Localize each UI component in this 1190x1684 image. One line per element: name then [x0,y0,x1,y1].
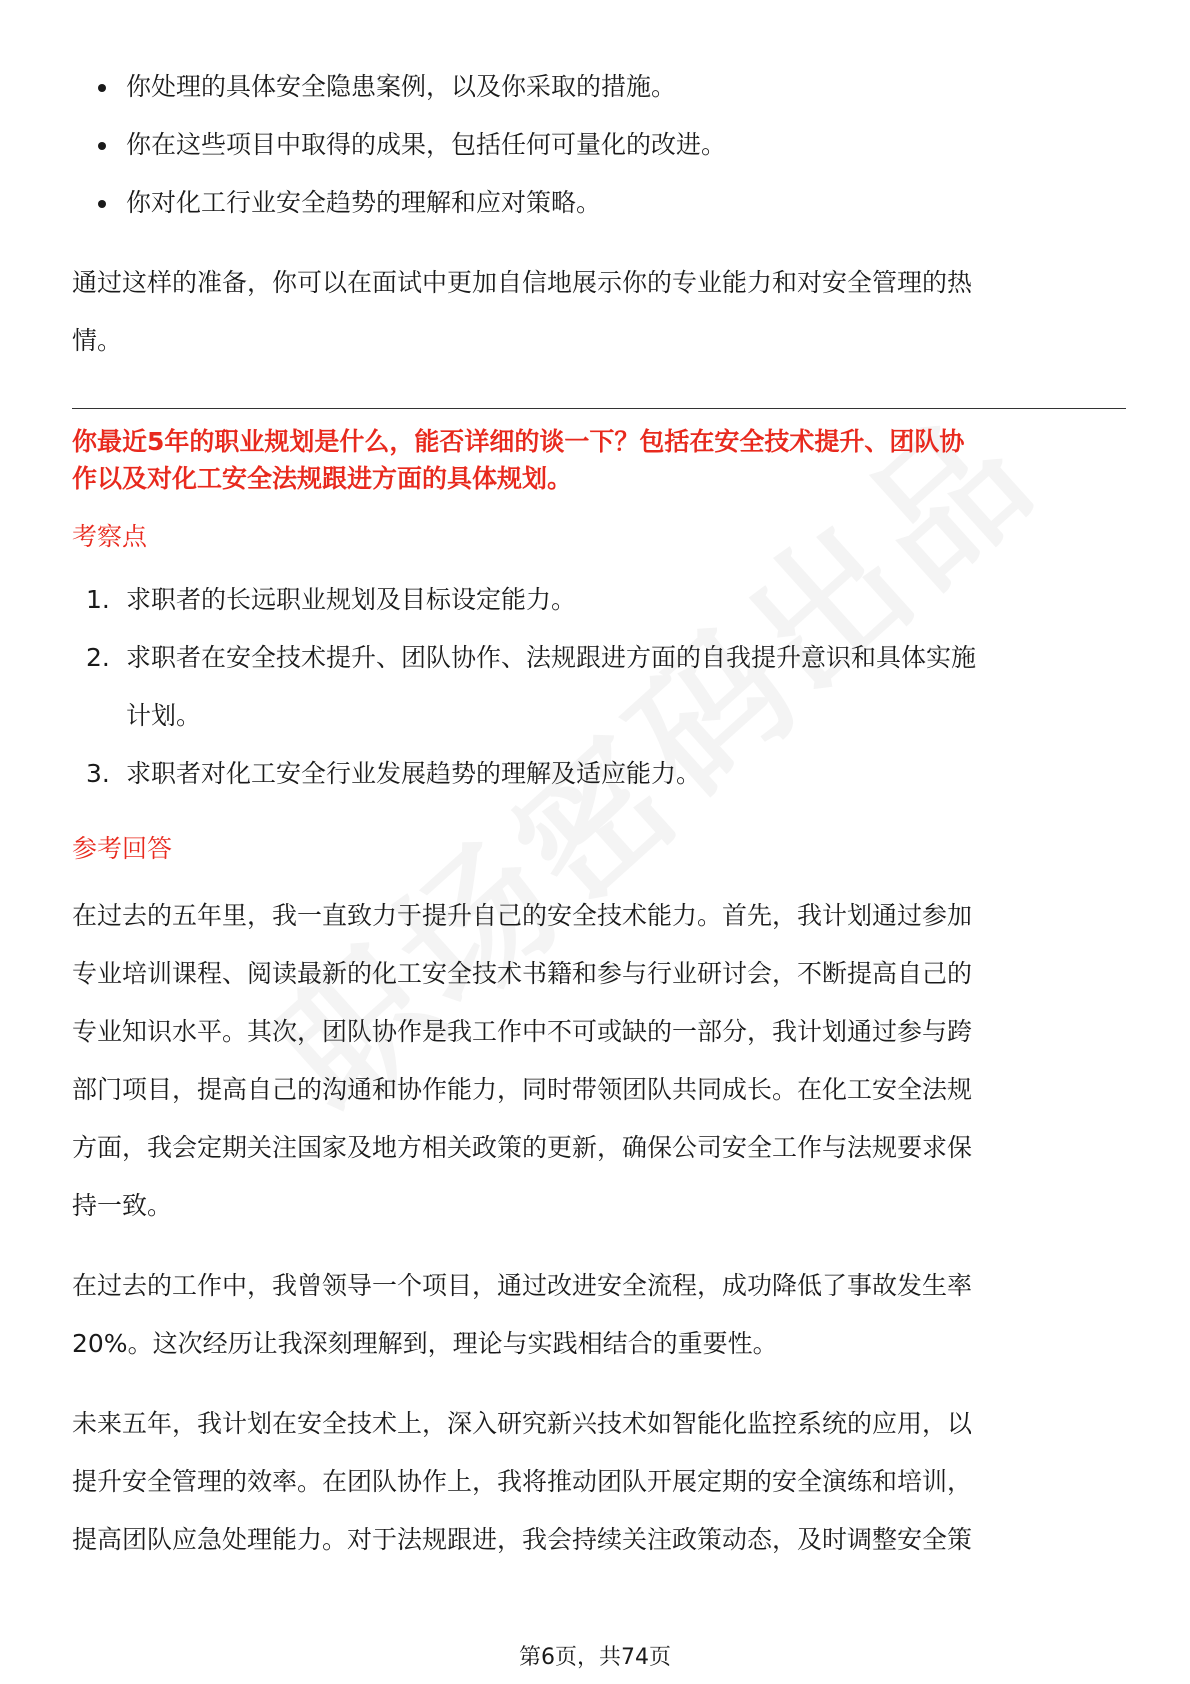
answer-line: 部门项目，提高自己的沟通和协作能力，同时带领团队共同成长。在化工安全法规 [72,1075,973,1104]
question-line: 你最近5年的职业规划是什么，能否详细的谈一下？包括在安全技术提升、团队协 [72,427,965,456]
answer-paragraph-2 [72,1257,1126,1373]
list-item-text: 求职者对化工安全行业发展趋势的理解及适应能力。 [126,759,702,788]
answer-paragraph-1 [72,887,1126,1235]
bullet-icon [98,200,106,208]
answer-line: 在过去的五年里，我一直致力于提升自己的安全技术能力。首先，我计划通过参加 [72,901,973,930]
list-item [72,116,1126,174]
answer-line: 未来五年，我计划在安全技术上，深入研究新兴技术如智能化监控系统的应用，以 [72,1409,973,1438]
list-item-text: 你对化工行业安全趋势的理解和应对策略。 [126,188,602,217]
list-item [72,174,1126,232]
list-item-text: 计划。 [126,701,202,730]
list-number: 1. [86,585,110,614]
answer-line: 持一致。 [72,1191,173,1220]
list-item [72,58,1126,116]
answer-line: 在过去的工作中，我曾领导一个项目，通过改进安全流程，成功降低了事故发生率 [72,1271,973,1300]
list-item-text: 求职者的长远职业规划及目标设定能力。 [126,585,577,614]
page-content [72,58,1126,1569]
summary-line: 通过这样的准备，你可以在面试中更加自信地展示你的专业能力和对安全管理的热 [72,268,973,297]
interview-question [72,423,1126,497]
bullet-list [72,58,1126,232]
answer-line: 提高团队应急处理能力。对于法规跟进，我会持续关注政策动态，及时调整安全策 [72,1525,973,1554]
summary-line: 情。 [72,326,123,355]
page-number-footer: 第6页，共74页 [519,1645,671,1670]
summary-paragraph [72,254,1126,370]
list-item [72,571,1126,629]
section-divider [72,408,1126,409]
list-item-text: 你在这些项目中取得的成果，包括任何可量化的改进。 [126,130,727,159]
list-item [72,629,1126,745]
answer-line: 提升安全管理的效率。在团队协作上，我将推动团队开展定期的安全演练和培训， [72,1467,973,1496]
answer-paragraph-3 [72,1395,1126,1569]
points-heading: 考察点 [72,522,148,551]
list-item-text: 求职者在安全技术提升、团队协作、法规跟进方面的自我提升意识和具体实施 [126,643,977,672]
answer-line: 方面，我会定期关注国家及地方相关政策的更新，确保公司安全工作与法规要求保 [72,1133,973,1162]
list-item-text: 你处理的具体安全隐患案例，以及你采取的措施。 [126,72,677,101]
list-number: 2. [86,643,110,672]
answer-line: 专业培训课程、阅读最新的化工安全技术书籍和参与行业研讨会，不断提高自己的 [72,959,973,988]
bullet-icon [98,142,106,150]
list-number: 3. [86,759,110,788]
answer-heading: 参考回答 [72,834,173,863]
answer-line: 专业知识水平。其次，团队协作是我工作中不可或缺的一部分，我计划通过参与跨 [72,1017,973,1046]
answer-line: 20%。这次经历让我深刻理解到，理论与实践相结合的重要性。 [72,1329,778,1358]
list-item [72,745,1126,803]
points-list [72,571,1126,803]
question-line: 作以及对化工安全法规跟进方面的具体规划。 [72,464,573,493]
bullet-icon [98,84,106,92]
